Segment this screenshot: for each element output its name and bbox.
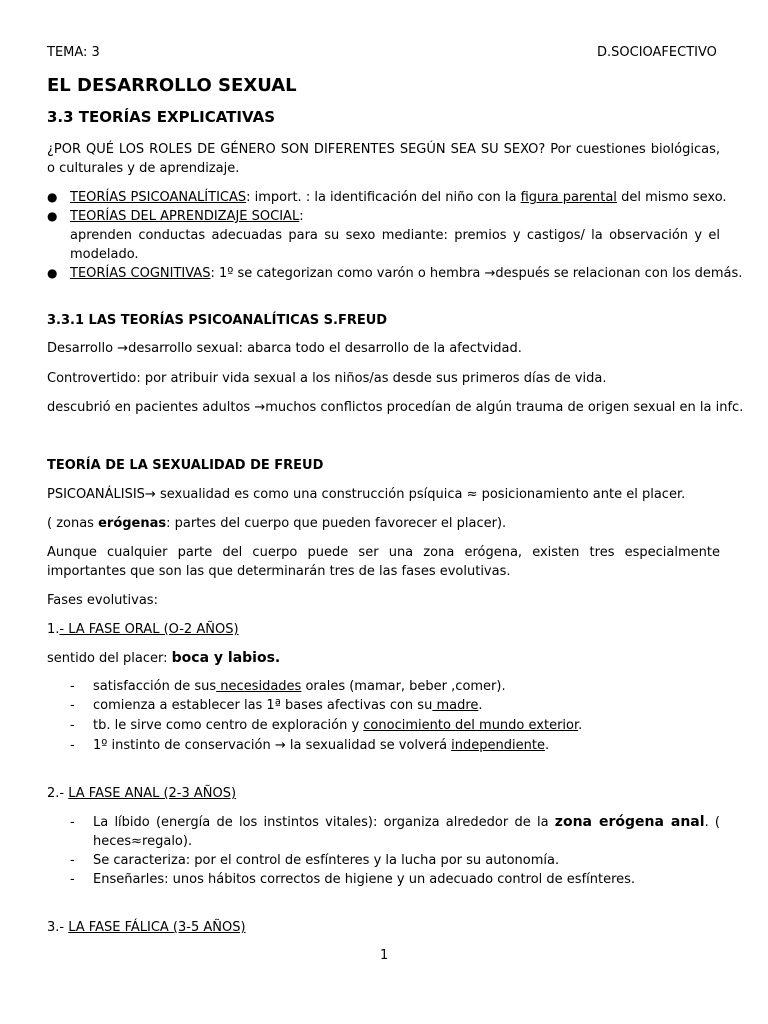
- theory-label: TEORÍAS PSICOANALÍTICAS: [70, 190, 247, 205]
- paragraph: PSICOANÁLISIS→ sexualidad es como una construcción psíquica ≈ posicionamiento ante el placer.: [47, 487, 686, 502]
- paragraph: sentido del placer: boca y labios.: [47, 650, 281, 666]
- phase-heading-phallic: 3.- LA FASE FÁLICA (3-5 AÑOS): [47, 920, 246, 935]
- list-item: Se caracteriza: por el control de esfínteres y la lucha por su autonomía.: [93, 853, 560, 868]
- theory-label: TEORÍAS COGNITIVAS: [70, 266, 211, 281]
- list-item: satisfacción de sus necesidades orales (mamar, beber ,comer).: [93, 679, 506, 694]
- theory-label: TEORÍAS DEL APRENDIZAJE SOCIAL: [70, 209, 300, 224]
- phase-heading-oral: 1.- LA FASE ORAL (O-2 AÑOS): [47, 622, 239, 637]
- paragraph: Fases evolutivas:: [47, 593, 158, 608]
- theory-item-social-learning: TEORÍAS DEL APRENDIZAJE SOCIAL:: [70, 209, 304, 224]
- paragraph: descubrió en pacientes adultos →muchos conflictos procedían de algún trauma de origen sexual en la infc.: [47, 400, 744, 415]
- dash-icon: -: [70, 738, 75, 753]
- list-item: La líbido (energía de los instintos vitales): organiza alrededor de la zona erógena anal. ( heces≈regalo).: [93, 814, 721, 849]
- dash-icon: -: [70, 698, 75, 713]
- document-title: EL DESARROLLO SEXUAL: [47, 75, 297, 96]
- theory-description: aprenden conductas adecuadas para su sexo mediante: premios y castigos/ la observación y el modelado.: [70, 228, 720, 262]
- header-topic: TEMA: 3: [47, 45, 100, 60]
- header-subject: D.SOCIOAFECTIVO: [597, 45, 717, 60]
- phase-heading-anal: 2.- LA FASE ANAL (2-3 AÑOS): [47, 786, 237, 801]
- theory-item-psychoanalytic: TEORÍAS PSICOANALÍTICAS: import. : la identificación del niño con la figura parental del mismo sexo.: [70, 190, 727, 205]
- section-heading: 3.3 TEORÍAS EXPLICATIVAS: [47, 108, 276, 126]
- list-item: Enseñarles: unos hábitos correctos de higiene y un adecuado control de esfínteres.: [93, 872, 636, 887]
- dash-icon: -: [70, 679, 75, 694]
- paragraph: Controvertido: por atribuir vida sexual a los niños/as desde sus primeros días de vida.: [47, 371, 607, 386]
- list-item: 1º instinto de conservación → la sexualidad se volverá independiente.: [93, 738, 550, 753]
- dash-icon: -: [70, 815, 75, 830]
- dash-icon: -: [70, 853, 75, 868]
- subsection-heading: TEORÍA DE LA SEXUALIDAD DE FREUD: [47, 458, 324, 473]
- subsection-heading: 3.3.1 LAS TEORÍAS PSICOANALÍTICAS S.FREUD: [47, 313, 388, 328]
- page-number: 1: [380, 948, 389, 963]
- bullet-icon: ●: [47, 190, 58, 204]
- list-item: comienza a establecer las 1ª bases afectivas con su madre.: [93, 698, 483, 713]
- bullet-icon: ●: [47, 209, 58, 223]
- dash-icon: -: [70, 872, 75, 887]
- dash-icon: -: [70, 718, 75, 733]
- paragraph: Aunque cualquier parte del cuerpo puede ser una zona erógena, existen tres especialmente importantes que son las que determinarán tres de las fases evolutivas.: [47, 545, 720, 579]
- paragraph: ( zonas erógenas: partes del cuerpo que pueden favorecer el placer).: [47, 516, 507, 531]
- paragraph: Desarrollo →desarrollo sexual: abarca todo el desarrollo de la afectvidad.: [47, 341, 522, 356]
- list-item: tb. le sirve como centro de exploración y conocimiento del mundo exterior.: [93, 718, 583, 733]
- intro-question: ¿POR QUÉ LOS ROLES DE GÉNERO SON DIFERENTES SEGÚN SEA SU SEXO? Por cuestiones biológicas, o culturales y de aprendizaje.: [47, 142, 720, 176]
- bullet-icon: ●: [47, 266, 58, 280]
- theory-item-cognitive: TEORÍAS COGNITIVAS: 1º se categorizan como varón o hembra →después se relacionan con los demás.: [70, 266, 743, 281]
